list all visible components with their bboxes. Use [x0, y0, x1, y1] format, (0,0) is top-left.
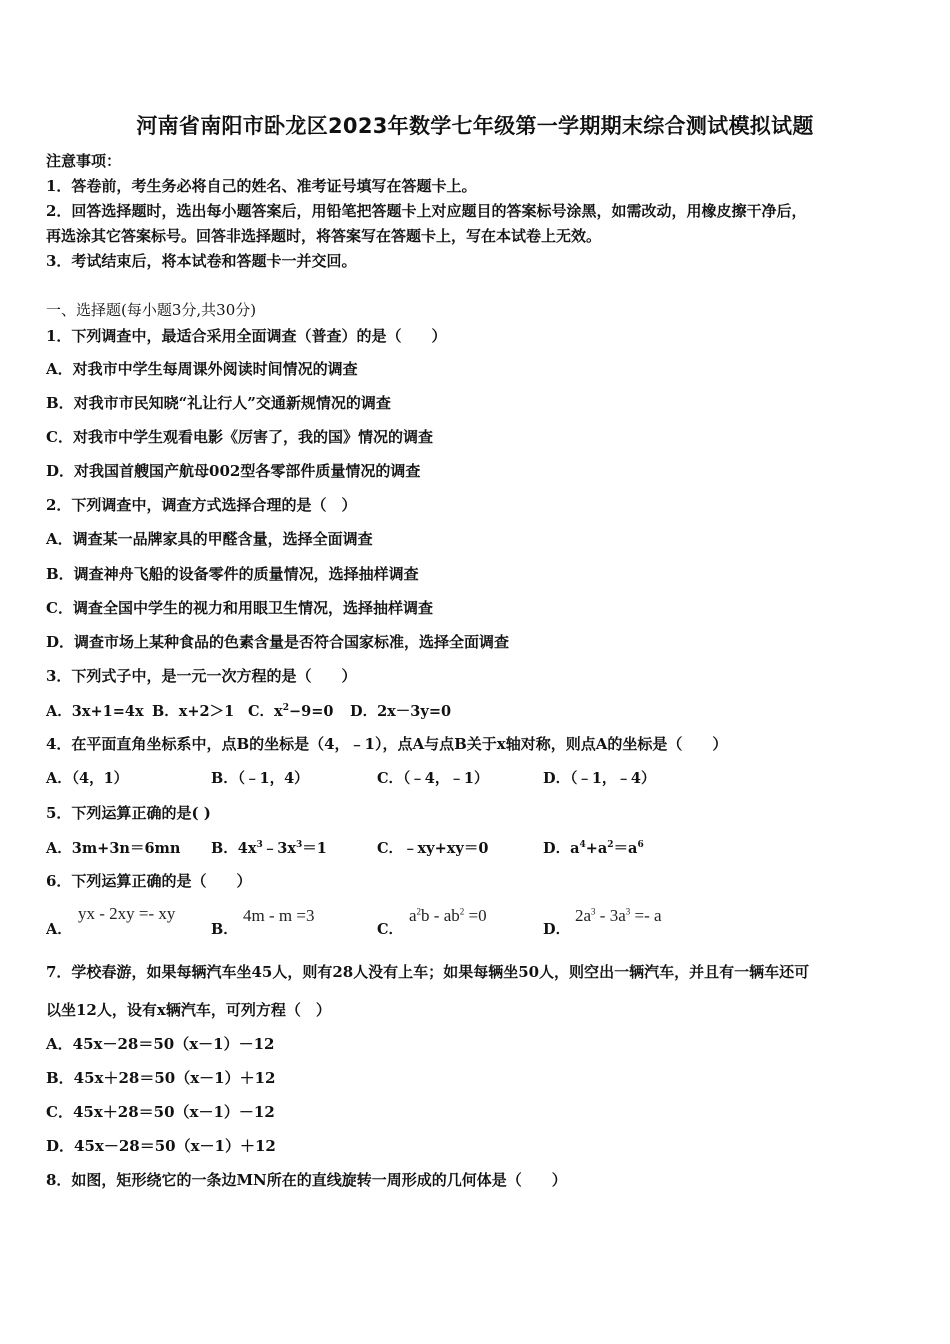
question-2-option-c: C．调查全国中学生的视力和用眼卫生情况，选择抽样调查: [46, 599, 433, 617]
q6-d-sup: 3: [625, 906, 631, 917]
question-5-option-c: C．﹣xy+xy＝0: [377, 840, 489, 857]
exam-title: 河南省南阳市卧龙区2023年数学七年级第一学期期末综合测试模拟试题: [136, 114, 814, 138]
q6-d-part: =- a: [630, 906, 662, 925]
question-4-option-a: A．（4，1）: [46, 770, 129, 787]
question-3-option-d: D．2x－3y=0: [350, 703, 452, 720]
q3-c-sup: 2: [282, 703, 289, 714]
question-1-option-c: C．对我市中学生观看电影《厉害了，我的国》情况的调查: [46, 428, 433, 446]
question-2-option-d: D．调查市场上某种食品的色素含量是否符合国家标准，选择全面调查: [46, 633, 510, 651]
q5-d-sup: 4: [579, 840, 586, 851]
question-3-stem: 3．下列式子中，是一元一次方程的是（ ）: [46, 667, 357, 685]
question-5-option-b: [211, 837, 327, 858]
q6-d-sup: 3: [591, 906, 596, 917]
question-1-option-d: D．对我国首艘国产航母002型各零部件质量情况的调查: [46, 462, 421, 480]
question-1-stem: 1．下列调查中，最适合采用全面调查（普查）的是（ ）: [46, 327, 447, 345]
question-1-option-a: A．对我市中学生每周课外阅读时间情况的调查: [46, 360, 358, 378]
question-3-option-b: B．x+2＞1: [152, 703, 235, 720]
question-1-option-b: B．对我市市民知晓“礼让行人”交通新规情况的调查: [46, 394, 391, 412]
question-6-expr-b: 4m - m =3: [243, 906, 315, 925]
q6-c-sup: 2: [459, 906, 465, 917]
q6-d-part: - 3a: [595, 906, 626, 925]
q6-c-part: a: [409, 906, 417, 925]
notes-heading: 注意事项：: [46, 152, 122, 170]
question-6-label-b: B．: [211, 921, 238, 938]
question-8-stem: 8．如图，矩形绕它的一条边MN所在的直线旋转一周形成的几何体是（ ）: [46, 1171, 567, 1189]
q6-c-part: =0: [464, 906, 487, 925]
question-7-stem-line1: 7．学校春游，如果每辆汽车坐45人，则有28人没有上车；如果每辆坐50人，则空出一辆汽车，并且有一辆车还可: [46, 963, 810, 981]
question-6-label-a: A．: [46, 921, 72, 938]
q5-b-part: B．4x: [211, 840, 257, 857]
q5-b-part: ﹣3x: [262, 840, 296, 857]
question-2-option-b: B．调查神舟飞船的设备零件的质量情况，选择抽样调查: [46, 565, 419, 583]
question-7-option-c: C．45x＋28＝50（x－1）－12: [46, 1103, 275, 1121]
q5-d-part: D．a: [543, 840, 580, 857]
question-6-label-d: D．: [543, 921, 571, 938]
question-6-expr-d: [575, 906, 662, 926]
question-6-label-c: C．: [377, 921, 404, 938]
question-7-option-b: B．45x＋28＝50（x－1）＋12: [46, 1069, 276, 1087]
question-3-option-c: [248, 700, 333, 721]
question-7-option-a: A．45x－28＝50（x－1）－12: [46, 1035, 275, 1053]
q6-c-sup: 2: [416, 906, 422, 917]
question-6-expr-c: [409, 906, 487, 926]
notes-item: 再选涂其它答案标号。回答非选择题时，将答案写在答题卡上，写在本试卷上无效。: [46, 227, 602, 245]
section-heading: 一、选择题(每小题3分,共30分): [46, 301, 257, 319]
question-7-stem-line2: 以坐12人，设有x辆汽车，可列方程（ ）: [46, 1001, 331, 1019]
question-5-stem: 5．下列运算正确的是( ): [46, 804, 211, 822]
question-6-expr-a: yx - 2xy =- xy: [78, 904, 176, 923]
question-7-option-d: D．45x－28＝50（x－1）＋12: [46, 1137, 276, 1155]
q5-d-part: ＝a: [613, 840, 638, 857]
q5-d-sup: 6: [637, 840, 644, 851]
question-2-stem: 2．下列调查中，调查方式选择合理的是（ ）: [46, 496, 357, 514]
q5-b-part: ＝1: [302, 840, 327, 857]
q5-b-sup: 3: [256, 840, 263, 851]
notes-item: 2．回答选择题时，选出每小题答案后，用铅笔把答题卡上对应题目的答案标号涂黑，如需改动，用橡皮擦干净后，: [46, 202, 807, 220]
q5-d-sup: 2: [607, 840, 614, 851]
question-5-option-a: A．3m+3n＝6mn: [46, 840, 181, 857]
q6-c-part: b - ab: [421, 906, 460, 925]
question-4-stem: 4．在平面直角坐标系中，点B的坐标是（4，﹣1），点A与点B关于x轴对称，则点A的坐标是（ ）: [46, 735, 728, 753]
question-5-option-d: [543, 837, 644, 858]
notes-item: 3．考试结束后，将本试卷和答题卡一并交回。: [46, 252, 357, 270]
question-2-option-a: A．调查某一品牌家具的甲醛含量，选择全面调查: [46, 530, 373, 548]
question-4-option-c: C．（﹣4，﹣1）: [377, 770, 489, 787]
q3-c-post: −9=0: [288, 703, 334, 720]
q5-b-sup: 3: [296, 840, 303, 851]
notes-item: 1．答卷前，考生务必将自己的姓名、准考证号填写在答题卡上。: [46, 177, 477, 195]
question-6-stem: 6．下列运算正确的是（ ）: [46, 872, 252, 890]
q5-d-part: +a: [585, 840, 608, 857]
question-4-option-d: D．（﹣1，﹣4）: [543, 770, 656, 787]
q3-c-pre: C．x: [248, 703, 283, 720]
q6-d-part: 2a: [575, 906, 592, 925]
question-4-option-b: B．（﹣1，4）: [211, 770, 309, 787]
question-3-option-a: A．3x+1=4x: [46, 703, 144, 720]
